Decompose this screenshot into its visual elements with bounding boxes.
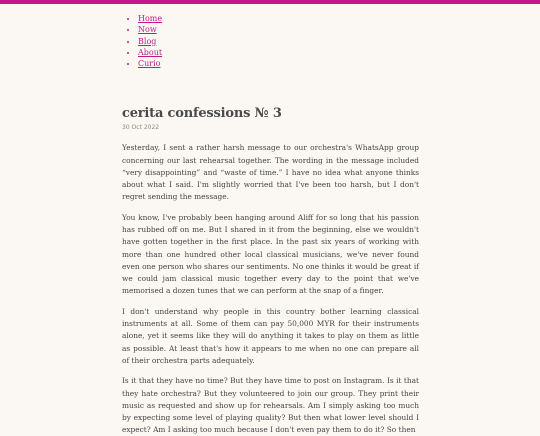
nav-item-about bbox=[138, 47, 419, 58]
nav-item-blog bbox=[138, 36, 419, 47]
nav-item-now bbox=[138, 24, 419, 35]
post-paragraph: Is it that they have no time? But they have time to post on Instagram. Is it that they hate orchestra? But they volunteered to join our group. They print their music as requested and show up for rehearsals. Am I simply asking too much by expecting some level of playing quality? But then what lower level should I expect? Am I asking too much because I don't even pay them to do it? So then bbox=[122, 376, 419, 435]
post-paragraph: You know, I've probably been hanging around Aliff for so long that his passion has rubbed off on me. But I shared in it from the beginning, else we wouldn't have gotten together in the first place. In the past six years of working with more than one hundred other local classical musicians, we've never found even one person who shares our sentiments. No one thinks it would be great if we could jam classical music together every day to the point that we've memorised a dozen tunes that we can perform at the snap of a finger. bbox=[122, 213, 419, 296]
top-accent-bar bbox=[0, 0, 540, 4]
post-paragraph: I don't understand why people in this country bother learning classical instruments at all. Some of them can pay 50,000 MYR for their instruments alone, yet it seems like they will do anything it takes to play on them as little as possible. At least that's how it appears to me when no one can prepare all of their orchestra parts adequately. bbox=[122, 306, 419, 365]
nav-list bbox=[122, 13, 419, 69]
page-container bbox=[122, 13, 419, 436]
post-date: 30 Oct 2022 bbox=[122, 124, 160, 132]
post-title: cerita confessions № 3 bbox=[122, 106, 282, 122]
nav-link-blog[interactable]: Blog bbox=[138, 36, 157, 46]
nav-item-home bbox=[138, 13, 419, 24]
nav-link-curio[interactable]: Curio bbox=[138, 59, 161, 69]
nav-link-now[interactable]: Now bbox=[138, 25, 157, 35]
site-nav bbox=[122, 13, 419, 69]
blog-post bbox=[122, 106, 419, 436]
nav-link-about[interactable]: About bbox=[138, 47, 163, 57]
post-paragraph: Yesterday, I sent a rather harsh message to our orchestra's WhatsApp group concerning our last rehearsal together. The wording in the message included “very disappointing” and “waste of time.” I have no idea what anyone thinks about what I said. I'm slightly worried that I've been too harsh, but I don't regret sending the message. bbox=[122, 143, 419, 202]
post-body bbox=[122, 142, 419, 436]
nav-item-curio bbox=[138, 58, 419, 69]
nav-link-home[interactable]: Home bbox=[138, 14, 163, 23]
